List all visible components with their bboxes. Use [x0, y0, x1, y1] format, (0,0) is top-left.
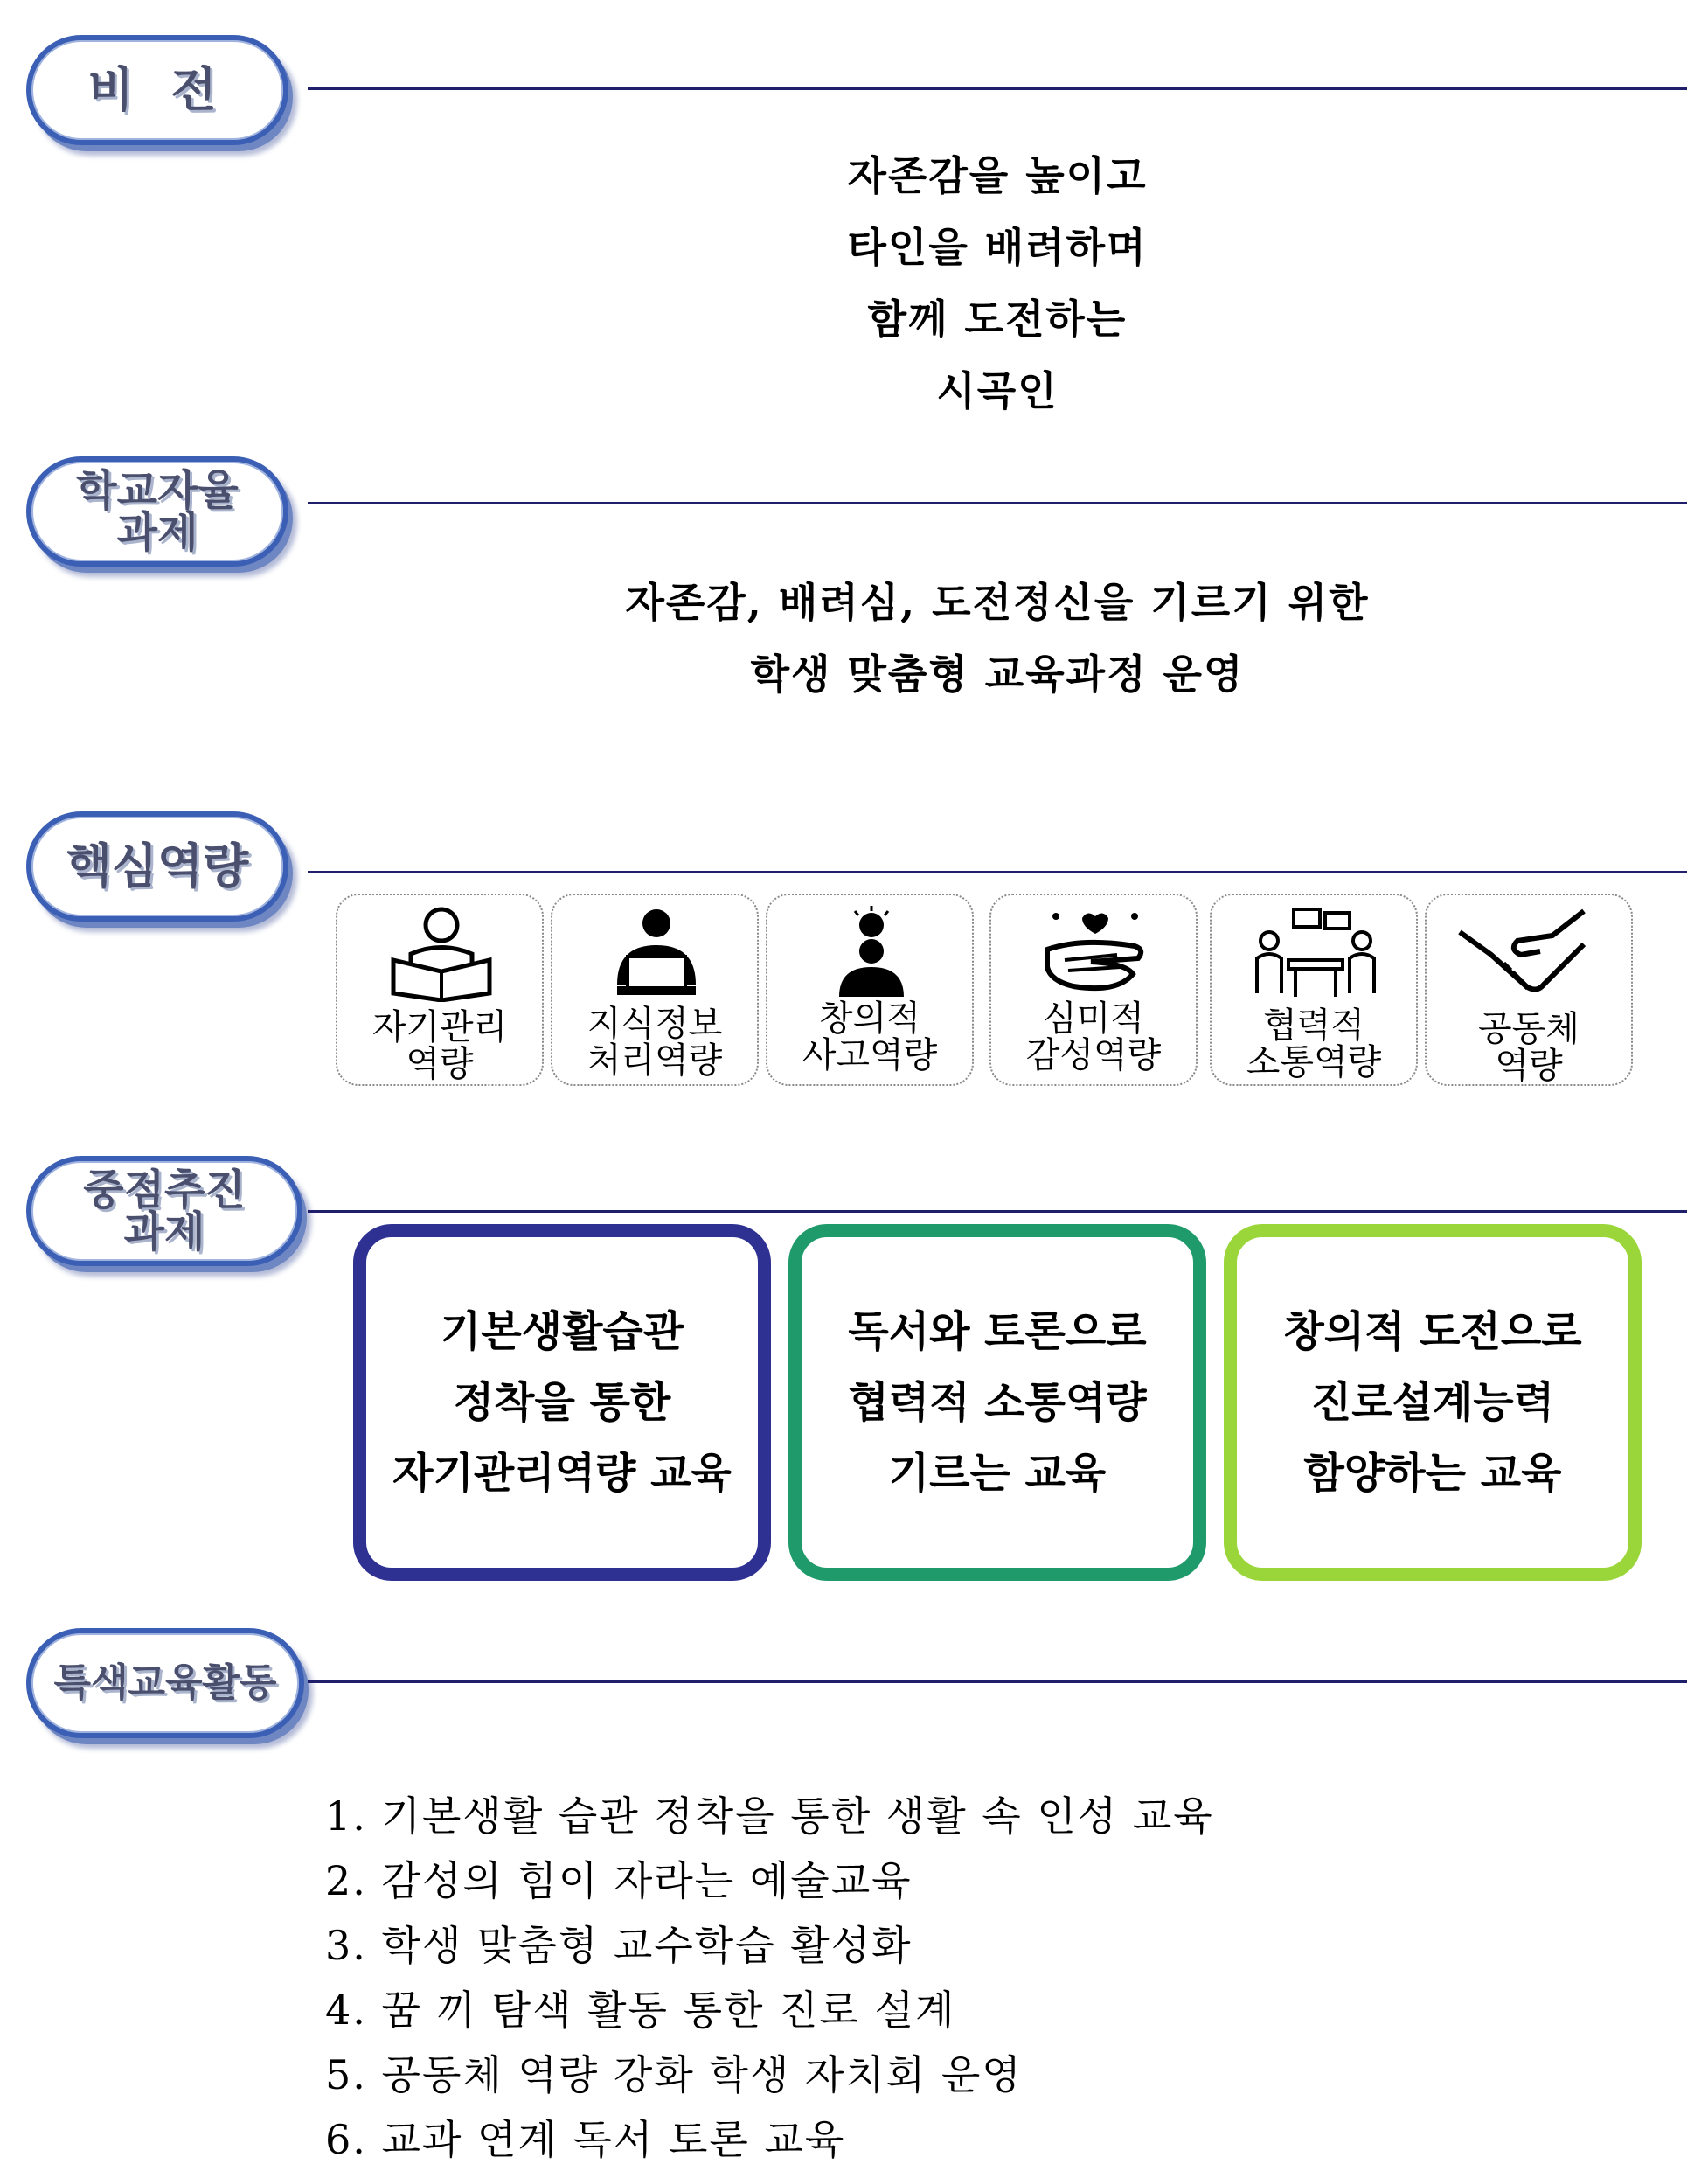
meeting-icon — [1250, 906, 1381, 1002]
section-divider — [308, 87, 1687, 90]
competency-card-creative-thinking — [766, 894, 974, 1086]
competency-card-aesthetic — [989, 894, 1198, 1086]
competency-card-self-management — [336, 894, 544, 1086]
task-line: 자존감, 배려심, 도전정신을 기르기 위한 — [625, 579, 1370, 626]
competency-label: 심미적 감성역량 — [1025, 999, 1162, 1075]
vision-line: 함께 도전하는 — [867, 296, 1128, 343]
section-divider — [308, 1680, 1687, 1683]
key-task-text: 독서와 토론으로 협력적 소통역량 기르는 교육 — [848, 1306, 1147, 1498]
vision-statement — [308, 140, 1687, 427]
key-task-box-career-design — [1224, 1224, 1642, 1581]
section-label-special-activities: 특색교육활동 — [26, 1628, 304, 1738]
competency-card-collaboration — [1210, 894, 1418, 1086]
section-label-vision: 비 전 — [26, 35, 288, 145]
list-item: 6. 교과 연계 독서 토론 교육 — [325, 2116, 846, 2163]
key-task-text: 창의적 도전으로 진로설계능력 함양하는 교육 — [1283, 1306, 1582, 1498]
section-label-autonomous-task: 학교자율 과제 — [26, 456, 288, 567]
section-divider — [308, 502, 1687, 504]
key-task-box-self-management — [353, 1224, 771, 1581]
section-label-core-competency: 핵심역량 — [26, 811, 288, 922]
lightbulb-person-icon — [806, 906, 937, 1002]
key-task-box-reading-debate — [788, 1224, 1206, 1581]
list-item: 2. 감성의 힘이 자라는 예술교육 — [325, 1857, 913, 1904]
competency-label: 협력적 소통역량 — [1246, 1005, 1382, 1082]
list-item: 3. 학생 맞춤형 교수학습 활성화 — [325, 1922, 913, 1969]
key-task-text: 기본생활습관 정착을 통한 자기관리역량 교육 — [392, 1306, 732, 1498]
autonomous-task-statement — [308, 567, 1687, 710]
laptop-user-icon — [591, 906, 722, 1002]
section-label-key-tasks: 중점추진 과제 — [26, 1156, 302, 1266]
reading-person-icon — [376, 906, 507, 1002]
competency-card-knowledge-info — [551, 894, 759, 1086]
competency-card-community — [1425, 894, 1633, 1086]
list-item: 5. 공동체 역량 강화 학생 자치회 운영 — [325, 2051, 1023, 2098]
section-divider — [308, 871, 1687, 873]
section-divider — [308, 1210, 1687, 1213]
vision-line: 자존감을 높이고 — [847, 152, 1148, 199]
task-line: 학생 맞춤형 교육과정 운영 — [750, 651, 1245, 698]
competency-label: 지식정보 처리역량 — [587, 1004, 723, 1081]
vision-line: 시곡인 — [936, 367, 1059, 414]
vision-line: 타인을 배려하며 — [847, 224, 1148, 271]
competency-label: 공동체 역량 — [1478, 1009, 1580, 1086]
list-item: 1. 기본생활 습관 정착을 통한 생활 속 인성 교육 — [325, 1792, 1214, 1840]
heart-hands-icon — [1030, 906, 1161, 1002]
special-activities-list — [325, 1784, 1214, 2172]
handshake-icon — [1456, 906, 1587, 1002]
competency-label: 자기관리 역량 — [371, 1007, 508, 1084]
list-item: 4. 꿈 끼 탐색 활동 통한 진로 설계 — [325, 1987, 956, 2034]
competency-label: 창의적 사고역량 — [802, 999, 938, 1075]
